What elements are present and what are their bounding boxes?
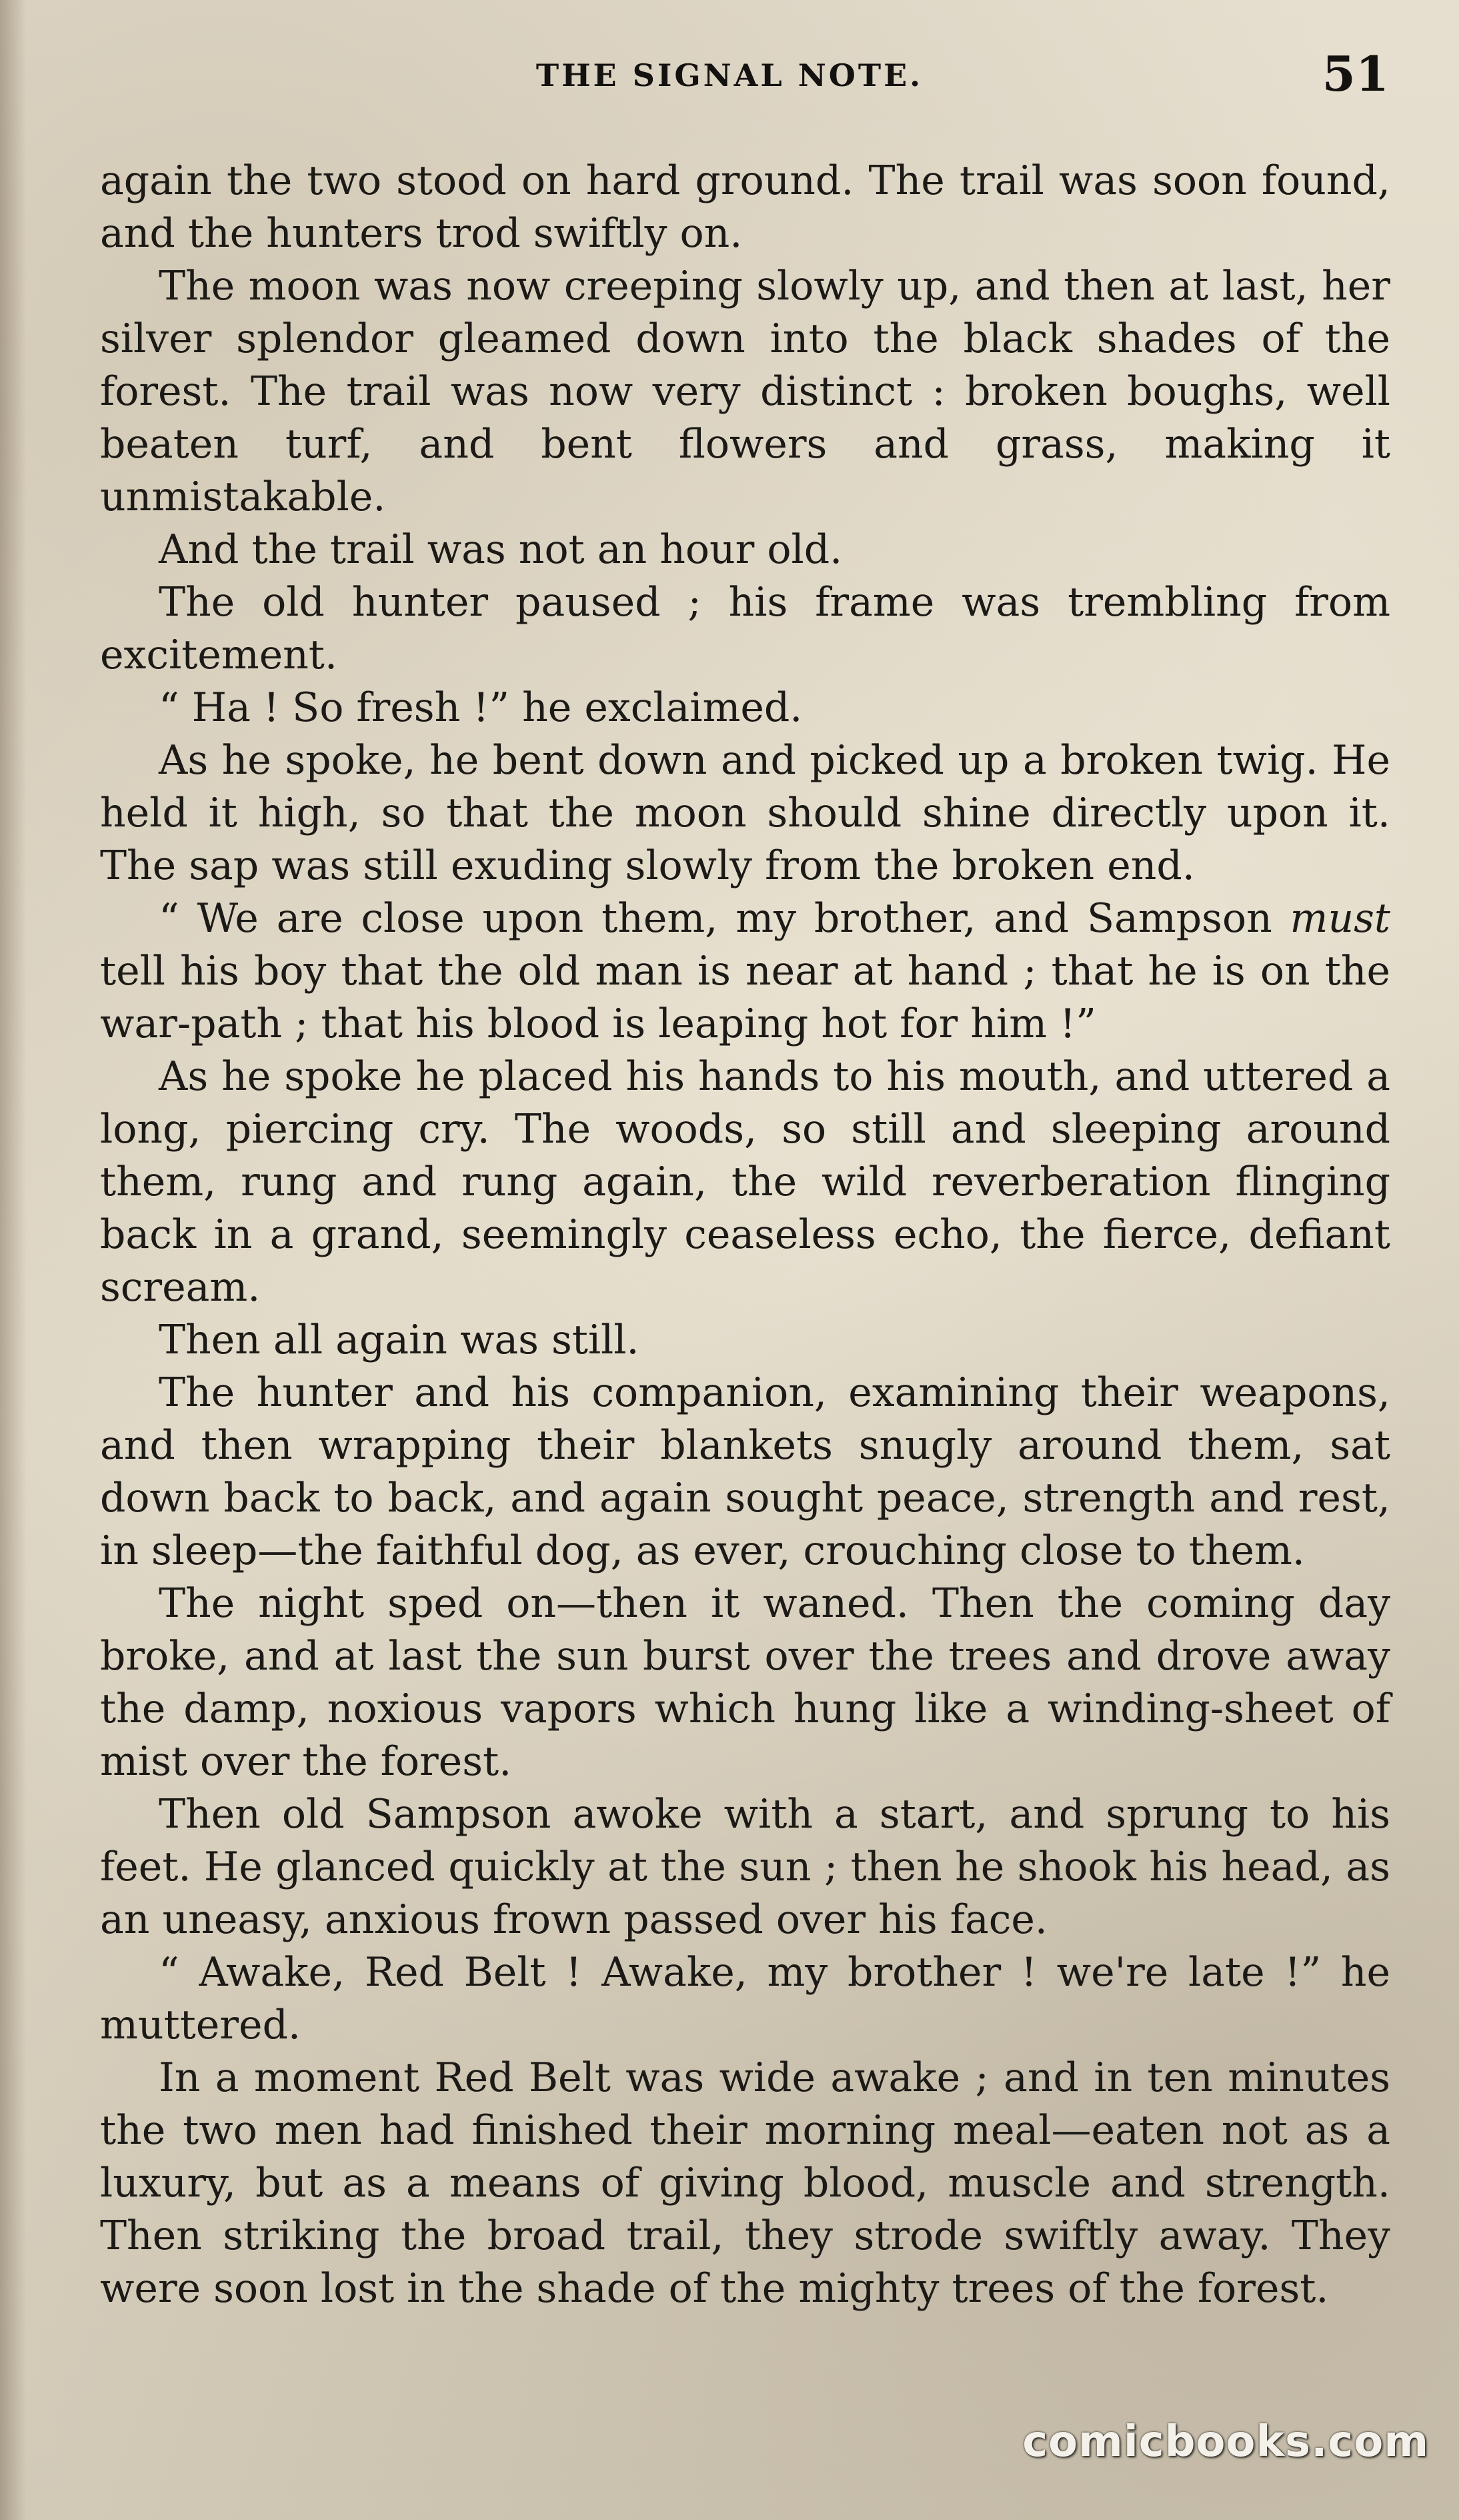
site-watermark: comicbooks.com <box>1022 2417 1429 2467</box>
paragraph: “ Ha ! So fresh !” he exclaimed. <box>159 684 803 731</box>
paragraph <box>100 892 1390 1051</box>
paragraph: In a moment Red Belt was wide awake ; and in ten minutes the two men had finished their morning meal—eaten not as a luxury, but as a means of giving blood, muscle and strength. Then striking the broad trail, they strode swiftly away. They were soon lost in the shade of the mighty trees of the forest. <box>100 2054 1390 2312</box>
paragraph: “ Awake, Red Belt ! Awake, my brother ! we're late !” he muttered. <box>100 1949 1390 2048</box>
paragraph: Then old Sampson awoke with a start, and sprung to his feet. He glanced quickly at the sun ; then he shook his head, as an uneasy, anxious frown passed over his face. <box>100 1791 1390 1943</box>
paragraph: As he spoke, he bent down and picked up a broken twig. He held it high, so that the moon should shine directly upon it. The sap was still exuding slowly from the broken end. <box>100 737 1390 889</box>
page-number: 51 <box>1322 45 1389 102</box>
paragraph: And the trail was not an hour old. <box>159 526 843 573</box>
paragraph: Then all again was still. <box>159 1317 639 1363</box>
paragraph: The night sped on—then it waned. Then the coming day broke, and at last the sun burst over the trees and drove away the damp, noxious vapors which hung like a winding-sheet of mist over the forest. <box>100 1580 1390 1785</box>
paragraph: The old hunter paused ; his frame was trembling from excitement. <box>100 579 1390 678</box>
paragraph-text: “ We are close upon them, my brother, and Sampson <box>159 895 1290 942</box>
binding-shadow <box>0 0 27 2520</box>
page-header <box>0 45 1459 119</box>
running-head: THE SIGNAL NOTE. <box>535 57 924 93</box>
paragraph: The hunter and his companion, examining their weapons, and then wrapping their blankets snugly around them, sat down back to back, and again sought peace, strength and rest, in sleep—the faithful dog, as ever, crouching close to them. <box>100 1369 1390 1574</box>
paragraph: As he spoke he placed his hands to his mouth, and uttered a long, piercing cry. The woods, so still and sleeping around them, rung and rung again, the wild reverberation flinging back in a grand, seemingly ceaseless echo, the fierce, defiant scream. <box>100 1053 1390 1311</box>
paragraph: again the two stood on hard ground. The trail was soon found, and the hunters trod swiftly on. <box>100 157 1390 257</box>
text-body <box>100 155 1390 2315</box>
paragraph-text: tell his boy that the old man is near at hand ; that he is on the war-path ; that his blood is leaping hot for him !” <box>100 948 1390 1047</box>
emphasized-word: must <box>1290 895 1390 942</box>
paragraph: The moon was now creeping slowly up, and then at last, her silver splendor gleamed down into the black shades of the forest. The trail was now very distinct : broken boughs, well beaten turf, and bent flowers and grass, making it unmistakable. <box>100 263 1390 520</box>
